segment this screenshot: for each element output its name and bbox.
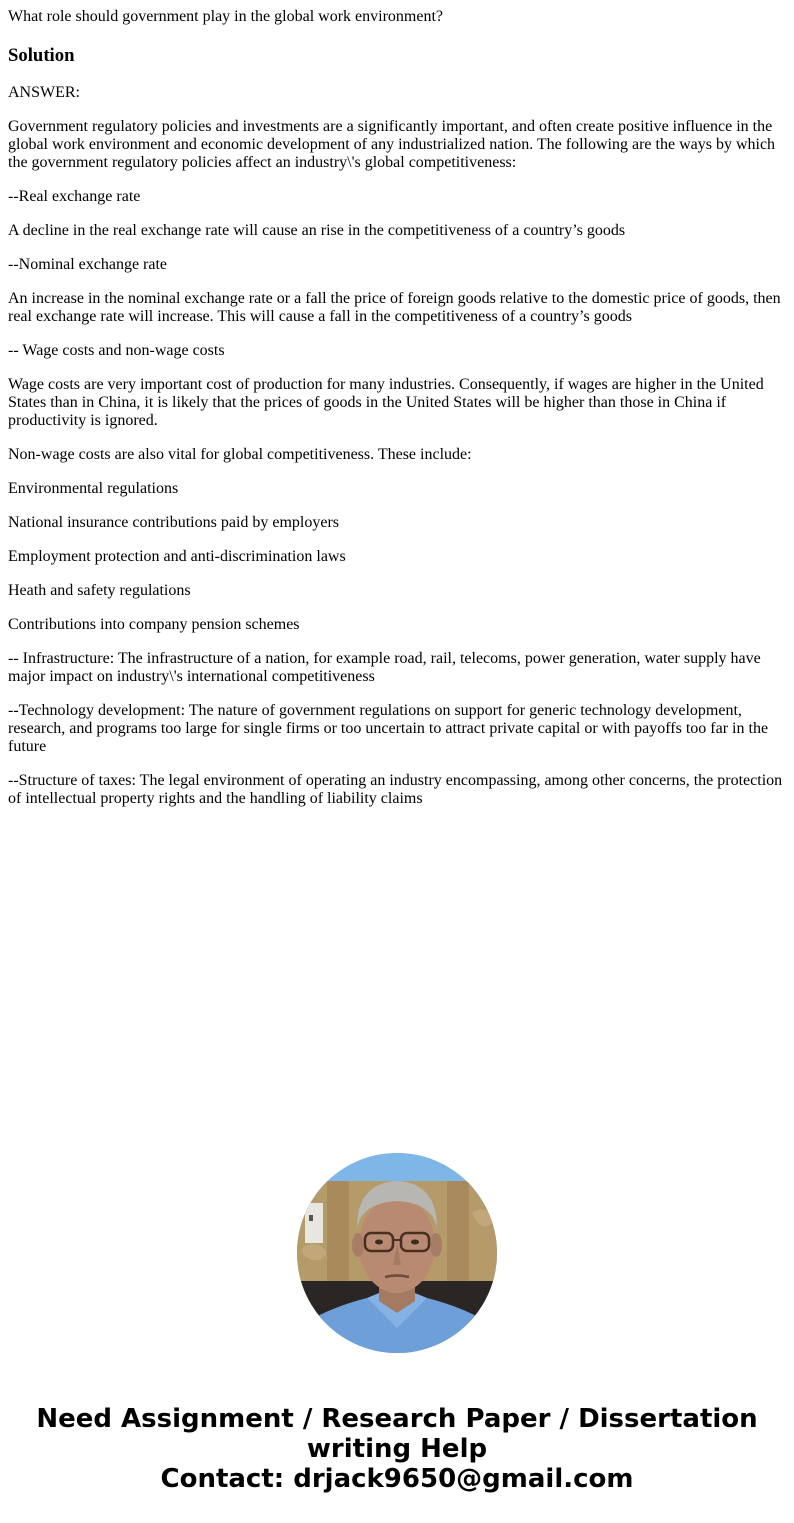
list-item-pension-schemes: Contributions into company pension schemes bbox=[8, 616, 300, 633]
paragraph-technology-development: --Technology development: The nature of government regulations on support for generic technology development, research, and programs too large for single firms or too uncertain to attract private capital or with payoffs too far in the future bbox=[8, 702, 769, 755]
author-portrait-icon bbox=[297, 1153, 497, 1353]
paragraph-wage-costs: Wage costs are very important cost of production for many industries. Consequently, if wages are higher in the United States than in China, it is likely that the prices of goods in the United States will be higher than those in China if productivity is ignored. bbox=[8, 376, 764, 429]
promo-contact-line: Contact: drjack9650@gmail.com bbox=[160, 1464, 634, 1494]
section-heading-nominal-exchange-rate: --Nominal exchange rate bbox=[8, 256, 168, 273]
section-heading-wage-costs: -- Wage costs and non-wage costs bbox=[8, 342, 225, 359]
section-heading-real-exchange-rate: --Real exchange rate bbox=[8, 188, 141, 205]
solution-heading: Solution bbox=[8, 45, 75, 66]
answer-body bbox=[8, 84, 786, 808]
question-text: What role should government play in the global work environment? bbox=[8, 8, 443, 25]
list-item-national-insurance: National insurance contributions paid by employers bbox=[8, 514, 340, 531]
list-item-health-safety: Heath and safety regulations bbox=[8, 582, 191, 599]
answer-label: ANSWER: bbox=[8, 84, 80, 101]
paragraph-structure-of-taxes: --Structure of taxes: The legal environment of operating an industry encompassing, among other concerns, the protection of intellectual property rights and the handling of liability claims bbox=[8, 772, 783, 807]
paragraph-real-exchange-rate: A decline in the real exchange rate will cause an rise in the competitiveness of a country’s goods bbox=[8, 222, 626, 239]
promo-line-1: Need Assignment / Research Paper / Dissertation bbox=[36, 1404, 758, 1434]
paragraph-infrastructure: -- Infrastructure: The infrastructure of a nation, for example road, rail, telecoms, power generation, water supply have major impact on industry\'s international competitiveness bbox=[8, 650, 761, 685]
promo-banner bbox=[0, 1404, 794, 1494]
promo-line-2: writing Help bbox=[306, 1434, 488, 1464]
list-item-environmental-regulations: Environmental regulations bbox=[8, 480, 179, 497]
intro-paragraph: Government regulatory policies and investments are a significantly important, and often create positive influence in the global work environment and economic development of any industrialized nation. The following are the ways by which the government regulatory policies affect an industry\'s global competitiveness: bbox=[8, 118, 776, 171]
list-item-employment-protection: Employment protection and anti-discrimination laws bbox=[8, 548, 346, 565]
paragraph-non-wage-costs: Non-wage costs are also vital for global competitiveness. These include: bbox=[8, 446, 472, 463]
paragraph-nominal-exchange-rate: An increase in the nominal exchange rate or a fall the price of foreign goods relative to the domestic price of goods, then real exchange rate will increase. This will cause a fall in the competitiveness of a country’s goods bbox=[8, 290, 781, 325]
